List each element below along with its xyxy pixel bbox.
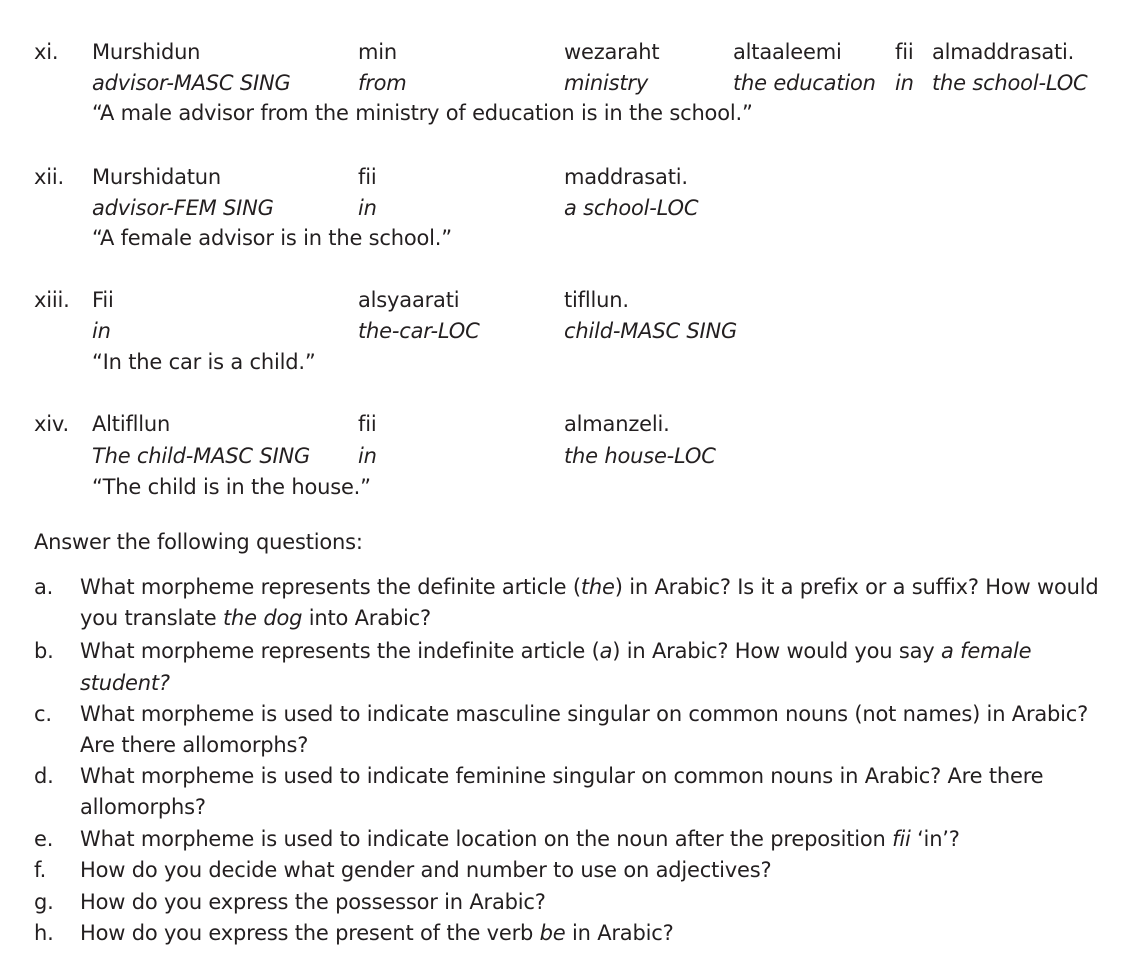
question-text-line: you translate the dog into Arabic? — [80, 606, 431, 630]
translation: “The child is in the house.” — [92, 475, 371, 499]
question-text-line: What morpheme is used to indicate masculine singular on common nouns (not names) in Arabic? — [80, 702, 1089, 726]
example-number: xiii. — [34, 288, 70, 312]
gloss: child-MASC SING — [564, 319, 738, 343]
arabic-word: fii — [358, 165, 377, 189]
arabic-word: alsyaarati — [358, 288, 460, 312]
gloss: the education — [733, 71, 876, 95]
arabic-word: Murshidatun — [92, 165, 221, 189]
question-letter: b. — [34, 639, 54, 663]
translation: “A female advisor is in the school.” — [92, 226, 452, 250]
translation: “A male advisor from the ministry of education is in the school.” — [92, 101, 753, 125]
example-number: xii. — [34, 165, 64, 189]
gloss: the-car-LOC — [358, 319, 480, 343]
translation: “In the car is a child.” — [92, 350, 316, 374]
arabic-word: tifllun. — [564, 288, 629, 312]
question-letter: f. — [34, 858, 47, 882]
question-text-line: What morpheme is used to indicate location on the noun after the preposition fii ‘in’? — [80, 827, 960, 851]
arabic-word: fii — [358, 412, 377, 436]
question-text-line: student? — [80, 671, 170, 695]
gloss: in — [92, 319, 111, 343]
gloss: advisor-MASC SING — [92, 71, 291, 95]
arabic-word: maddrasati. — [564, 165, 688, 189]
question-text-line: What morpheme represents the definite article (the) in Arabic? Is it a prefix or a suffix? How would — [80, 575, 1099, 599]
question-text-line: Are there allomorphs? — [80, 733, 309, 757]
gloss: advisor-FEM SING — [92, 196, 274, 220]
question-text-line: How do you express the present of the verb be in Arabic? — [80, 921, 674, 945]
question-text-line: What morpheme represents the indefinite article (a) in Arabic? How would you say a female — [80, 639, 1032, 663]
arabic-word: fii — [895, 40, 914, 64]
questions-heading: Answer the following questions: — [34, 530, 363, 554]
question-text-line: What morpheme is used to indicate feminine singular on common nouns in Arabic? Are there — [80, 764, 1044, 788]
gloss: ministry — [564, 71, 649, 95]
arabic-word: altaaleemi — [733, 40, 842, 64]
arabic-word: min — [358, 40, 398, 64]
arabic-word: almanzeli. — [564, 412, 670, 436]
gloss: a school-LOC — [564, 196, 699, 220]
question-letter: d. — [34, 764, 54, 788]
gloss: in — [358, 196, 377, 220]
example-number: xiv. — [34, 412, 69, 436]
arabic-word: Murshidun — [92, 40, 201, 64]
question-text-line: allomorphs? — [80, 795, 206, 819]
question-letter: g. — [34, 890, 54, 914]
question-text-line: How do you decide what gender and number to use on adjectives? — [80, 858, 772, 882]
gloss: The child-MASC SING — [92, 444, 311, 468]
arabic-word: Altifllun — [92, 412, 171, 436]
arabic-word: Fii — [92, 288, 114, 312]
question-letter: h. — [34, 921, 54, 945]
gloss: the school-LOC — [932, 71, 1088, 95]
gloss: in — [358, 444, 377, 468]
question-text-line: How do you express the possessor in Arabic? — [80, 890, 546, 914]
gloss: the house-LOC — [564, 444, 716, 468]
question-letter: a. — [34, 575, 54, 599]
question-letter: c. — [34, 702, 52, 726]
arabic-word: almaddrasati. — [932, 40, 1075, 64]
gloss: from — [358, 71, 407, 95]
question-letter: e. — [34, 827, 54, 851]
gloss: in — [895, 71, 914, 95]
arabic-word: wezaraht — [564, 40, 660, 64]
example-number: xi. — [34, 40, 59, 64]
